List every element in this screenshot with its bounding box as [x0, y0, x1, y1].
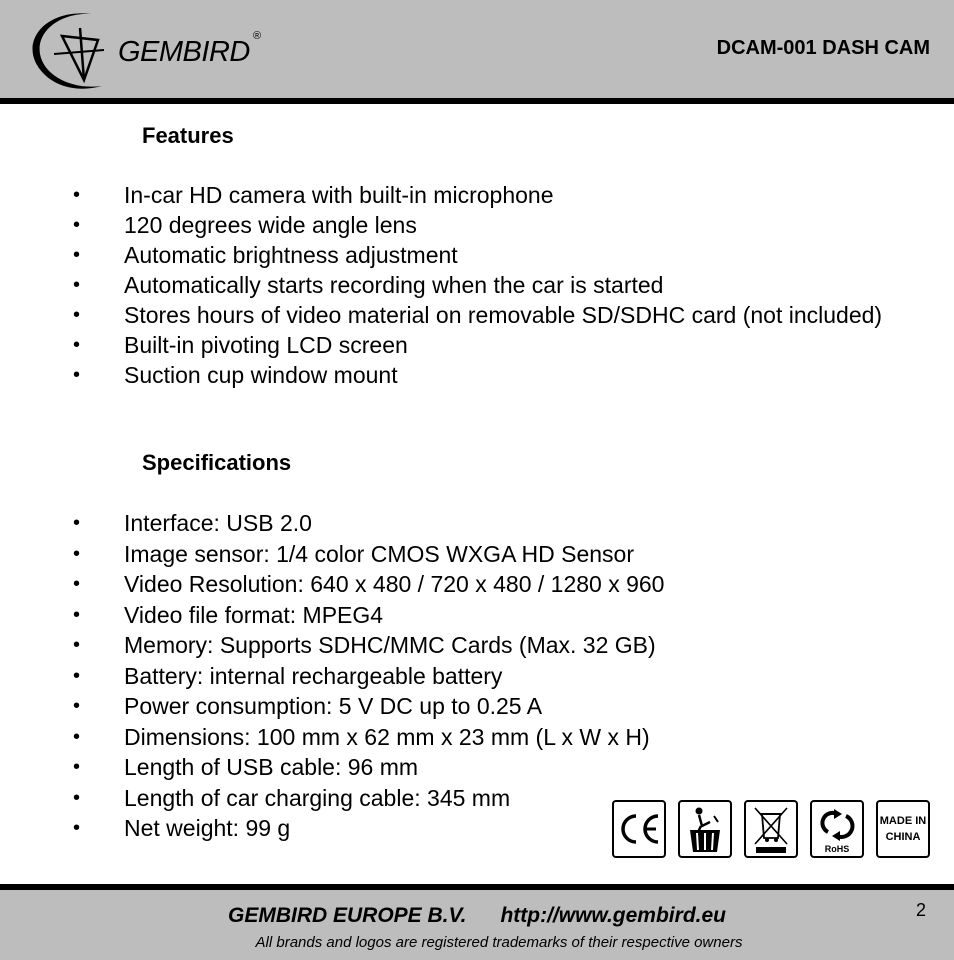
list-item: • Automatic brightness adjustment	[73, 242, 458, 268]
list-item: • Suction cup window mount	[73, 362, 398, 388]
bullet-icon: •	[73, 184, 81, 206]
document-title: DCAM-001 DASH CAM	[716, 37, 930, 59]
ce-mark-icon	[612, 800, 666, 858]
specifications-list	[0, 510, 954, 841]
recycle-bin-person-icon	[678, 800, 732, 858]
list-item: • Image sensor: 1/4 color CMOS WXGA HD Sensor	[73, 540, 635, 567]
list-item: • Video Resolution: 640 x 480 / 720 x 480 / 1280 x 960	[73, 571, 665, 597]
bullet-icon: •	[73, 603, 81, 626]
logo-wordmark: GEMBIRD	[118, 36, 250, 68]
bullet-icon: •	[73, 817, 81, 839]
bullet-icon: •	[73, 364, 81, 386]
bullet-icon: •	[73, 634, 81, 656]
list-item: • Length of car charging cable: 345 mm	[73, 784, 511, 811]
list-item: • Dimensions: 100 mm x 62 mm x 23 mm (L x W x H)	[73, 723, 650, 750]
list-item: • Length of USB cable: 96 mm	[73, 754, 419, 780]
registered-mark: ®	[253, 30, 262, 42]
list-item: • Automatically starts recording when the car is started	[73, 272, 664, 298]
bullet-icon: •	[73, 274, 81, 296]
list-item: • Power consumption: 5 V DC up to 0.25 A	[73, 693, 543, 719]
list-item: • Stores hours of video material on removable SD/SDHC card (not included)	[73, 302, 883, 328]
bullet-icon: •	[73, 695, 81, 717]
bullet-icon: •	[73, 214, 81, 236]
bullet-icon: •	[73, 786, 81, 809]
features-list	[0, 182, 954, 388]
page-footer	[0, 884, 954, 960]
bullet-icon: •	[73, 664, 81, 687]
list-item: • 120 degrees wide angle lens	[73, 212, 417, 238]
list-item: • Memory: Supports SDHC/MMC Cards (Max. 32 GB)	[73, 632, 656, 658]
bullet-icon: •	[73, 334, 81, 356]
trademark-notice: All brands and logos are registered trademarks of their respective owners	[255, 934, 743, 951]
made-in-label: MADE IN	[879, 815, 927, 827]
list-item: • Video file format: MPEG4	[73, 601, 384, 628]
list-item: • In-car HD camera with built-in microphone	[73, 182, 554, 208]
bullet-icon: •	[73, 756, 81, 778]
bullet-icon: •	[73, 542, 81, 565]
bullet-icon: •	[73, 725, 81, 748]
features-heading: Features	[142, 123, 234, 148]
bullet-icon: •	[73, 304, 81, 326]
gembird-logo	[22, 6, 262, 94]
crossed-wheelie-bin-icon	[744, 800, 798, 858]
footer-company-line	[0, 904, 954, 928]
bullet-icon: •	[73, 573, 81, 595]
list-item: • Built-in pivoting LCD screen	[73, 332, 408, 358]
list-item: • Battery: internal rechargeable battery	[73, 662, 503, 689]
china-label: CHINA	[885, 831, 921, 843]
company-url-link[interactable]: http://www.gembird.eu	[500, 904, 726, 927]
company-name: GEMBIRD EUROPE B.V.	[228, 904, 467, 927]
page-number: 2	[915, 900, 926, 920]
rohs-label: RoHS	[824, 844, 850, 854]
page-header	[0, 0, 954, 104]
made-in-china-icon	[876, 800, 930, 858]
list-item: • Interface: USB 2.0	[73, 510, 312, 536]
specifications-heading: Specifications	[142, 450, 292, 475]
rohs-icon	[810, 800, 864, 858]
list-item: • Net weight: 99 g	[73, 815, 291, 841]
bullet-icon: •	[73, 512, 81, 534]
bullet-icon: •	[73, 244, 81, 266]
